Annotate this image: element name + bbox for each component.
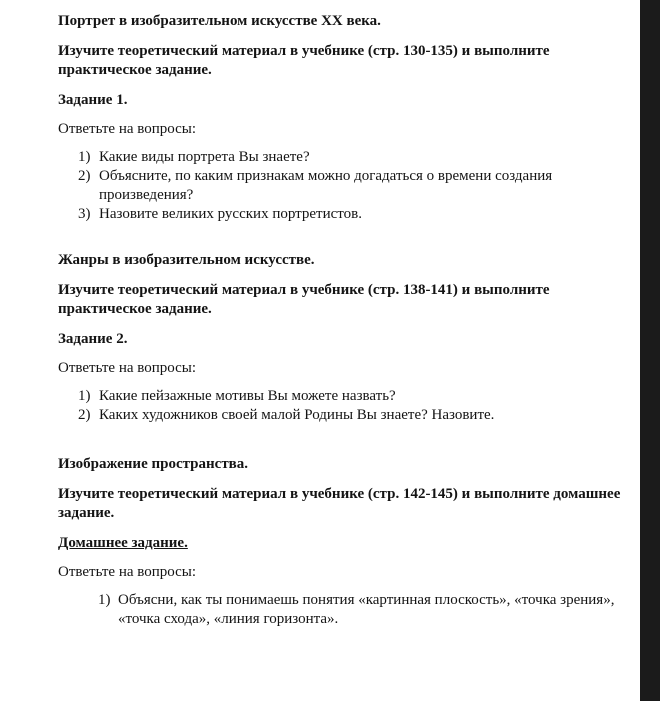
section3-title: Изображение пространства.	[58, 456, 249, 472]
list-item	[58, 387, 628, 406]
section3-prompt: Ответьте на вопросы:	[58, 564, 197, 580]
list-item-number: 1)	[78, 149, 91, 165]
list-item-number: 2)	[78, 407, 91, 423]
section1-title: Портрет в изобразительном искусстве XX века.	[58, 13, 381, 29]
document-content	[58, 12, 628, 629]
list-item	[58, 167, 628, 205]
list-item	[58, 591, 628, 629]
list-item	[58, 148, 628, 167]
section2-title: Жанры в изобразительном искусстве.	[58, 252, 315, 268]
section1-instruction: Изучите теоретический материал в учебнике (стр. 130-135) и выполните практическое задание.	[58, 43, 550, 78]
section2-prompt: Ответьте на вопросы:	[58, 360, 197, 376]
list-item-number: 3)	[78, 206, 91, 222]
section2-instruction: Изучите теоретический материал в учебнике (стр. 138-141) и выполните практическое задание.	[58, 282, 550, 317]
section3-question-list	[58, 591, 628, 629]
list-item-text: Назовите великих русских портретистов.	[99, 206, 362, 222]
list-item	[58, 406, 628, 425]
section3-instruction: Изучите теоретический материал в учебнике (стр. 142-145) и выполните домашнее задание.	[58, 486, 621, 521]
list-item-text: Каких художников своей малой Родины Вы знаете? Назовите.	[99, 407, 495, 423]
window-edge	[640, 0, 660, 701]
list-item-number: 1)	[98, 592, 111, 608]
list-item	[58, 205, 628, 224]
section1-prompt: Ответьте на вопросы:	[58, 121, 197, 137]
section2-task-label: Задание 2.	[58, 331, 128, 347]
list-item-text: Какие пейзажные мотивы Вы можете назвать?	[99, 388, 396, 404]
list-item-text: Объясни, как ты понимаешь понятия «картинная плоскость», «точка зрения», «точка схода», «линия горизонта».	[118, 592, 615, 627]
list-item-text: Объясните, по каким признакам можно догадаться о времени создания произведения?	[99, 168, 553, 203]
list-item-text: Какие виды портрета Вы знаете?	[99, 149, 310, 165]
section1-question-list	[58, 148, 628, 224]
section1-task-label: Задание 1.	[58, 92, 128, 108]
list-item-number: 1)	[78, 388, 91, 404]
section2-question-list	[58, 387, 628, 425]
section3-task-label: Домашнее задание.	[58, 535, 188, 551]
list-item-number: 2)	[78, 168, 91, 184]
